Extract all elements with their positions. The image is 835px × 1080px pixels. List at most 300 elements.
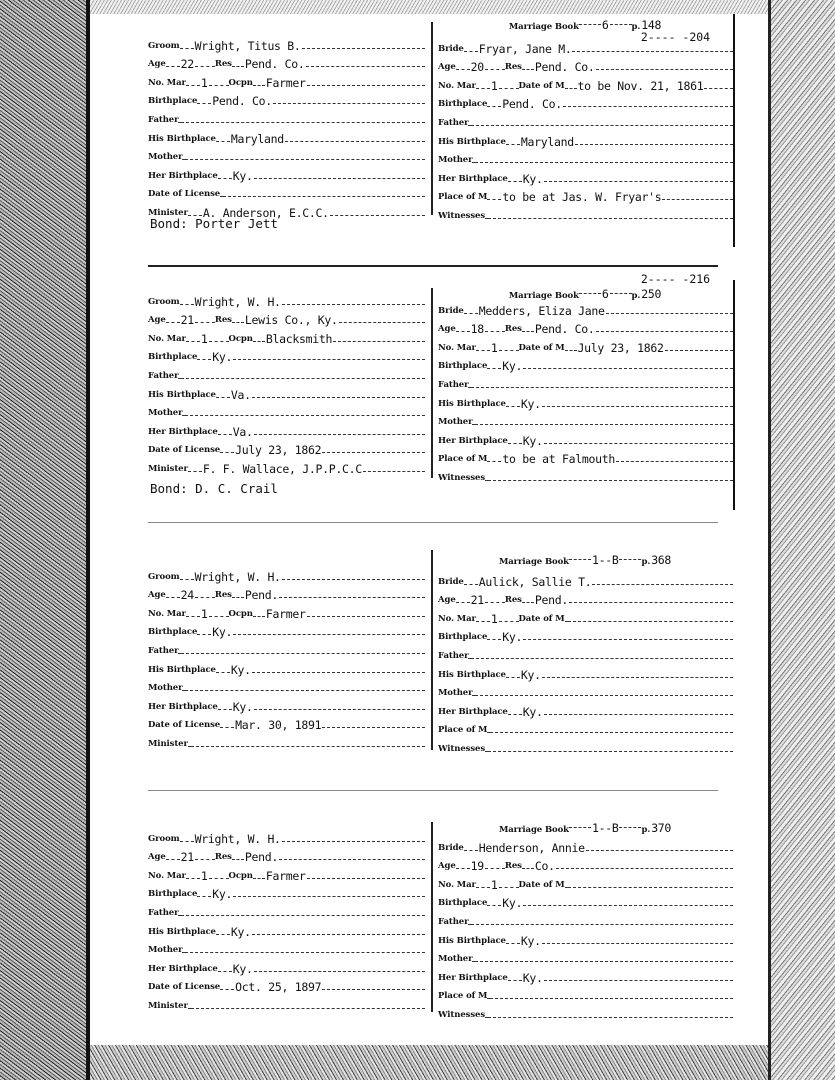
field-label: No. Mar bbox=[438, 342, 476, 353]
groom-row bbox=[148, 34, 425, 53]
dotted-leader bbox=[186, 378, 425, 379]
bride-row bbox=[438, 186, 733, 205]
dotted-leader bbox=[480, 961, 733, 962]
dotted-leader bbox=[485, 602, 505, 603]
dotted-leader bbox=[178, 122, 184, 123]
dotted-leader bbox=[468, 125, 474, 126]
dotted-leader bbox=[190, 415, 425, 416]
groom-field-ocpn bbox=[229, 869, 425, 883]
dotted-leader bbox=[307, 878, 425, 879]
field-value: 21 bbox=[180, 850, 194, 865]
dotted-leader bbox=[254, 971, 425, 972]
bride-field-bride bbox=[438, 841, 733, 855]
bride-field-place-of-m bbox=[438, 190, 733, 204]
groom-row bbox=[148, 309, 425, 328]
field-label: Res bbox=[214, 315, 232, 326]
dotted-leader bbox=[523, 639, 733, 640]
groom-row bbox=[148, 732, 425, 751]
field-value: Ky. bbox=[520, 933, 541, 948]
field-label: Birthplace bbox=[148, 96, 198, 107]
groom-row bbox=[148, 364, 425, 383]
dotted-leader bbox=[495, 998, 733, 999]
column-divider bbox=[431, 550, 433, 750]
field-value: Pend. Co. bbox=[212, 94, 272, 109]
record-separator bbox=[148, 790, 718, 791]
groom-row bbox=[148, 658, 425, 677]
field-value: Wright, Titus B. bbox=[194, 38, 301, 53]
field-value: Mar. 30, 1891 bbox=[235, 718, 322, 733]
field-label: No. Mar bbox=[438, 80, 476, 91]
field-label: His Birthplace bbox=[148, 664, 216, 675]
field-value: 20 bbox=[470, 60, 484, 75]
dotted-leader bbox=[252, 397, 425, 398]
groom-row bbox=[148, 164, 425, 183]
dotted-leader bbox=[195, 859, 215, 860]
dotted-leader bbox=[665, 350, 733, 351]
dotted-leader bbox=[339, 322, 425, 323]
dotted-leader bbox=[476, 387, 733, 388]
groom-row bbox=[148, 346, 425, 365]
bride-row bbox=[438, 719, 733, 738]
groom-field-minister bbox=[148, 1001, 425, 1013]
dotted-leader bbox=[606, 313, 733, 314]
dotted-leader bbox=[252, 934, 425, 935]
bride-field-date-of-m bbox=[519, 341, 733, 355]
dotted-leader bbox=[610, 293, 632, 294]
dotted-leader bbox=[166, 322, 180, 323]
groom-field-groom bbox=[148, 295, 425, 309]
groom-field-mother bbox=[148, 408, 425, 420]
groom-field-age bbox=[148, 57, 215, 71]
dotted-leader bbox=[485, 751, 491, 752]
field-label: Witnesses bbox=[438, 1009, 486, 1020]
bride-field-no-mar bbox=[438, 79, 519, 93]
dotted-leader bbox=[180, 304, 194, 305]
bride-field-res bbox=[505, 859, 733, 873]
groom-field-minister bbox=[148, 739, 425, 751]
dotted-leader bbox=[542, 406, 733, 407]
field-label: Birthplace bbox=[148, 889, 198, 900]
field-value: Ky. bbox=[522, 970, 543, 985]
field-label: No. Mar bbox=[148, 77, 186, 88]
field-label: Date of M bbox=[518, 879, 565, 890]
bride-row bbox=[438, 37, 733, 56]
groom-field-birthplace bbox=[148, 625, 425, 639]
groom-row bbox=[148, 864, 425, 883]
groom-field-his-birthplace bbox=[148, 925, 425, 939]
field-value: July 23, 1862 bbox=[577, 340, 664, 355]
dotted-leader bbox=[499, 887, 519, 888]
dotted-leader bbox=[573, 621, 734, 622]
dotted-leader bbox=[522, 602, 534, 603]
groom-field-date-of-license bbox=[148, 443, 425, 457]
groom-row bbox=[148, 127, 425, 146]
field-label: Bride bbox=[438, 305, 464, 316]
dotted-leader bbox=[196, 1008, 425, 1009]
bride-row bbox=[438, 56, 733, 75]
scan-border-bottom bbox=[90, 1045, 768, 1080]
dotted-leader bbox=[508, 714, 522, 715]
dotted-leader bbox=[186, 878, 200, 879]
bride-row bbox=[438, 626, 733, 645]
dotted-leader bbox=[253, 616, 265, 617]
dotted-leader bbox=[476, 887, 490, 888]
groom-field-groom bbox=[148, 832, 425, 846]
field-value: Oct. 25, 1897 bbox=[235, 980, 322, 995]
bride-field-his-birthplace bbox=[438, 397, 733, 411]
card-edge bbox=[733, 14, 735, 247]
field-value: Ky. bbox=[502, 896, 523, 911]
bride-row bbox=[438, 1003, 733, 1022]
dotted-leader bbox=[282, 579, 425, 580]
dotted-leader bbox=[499, 350, 519, 351]
field-label: His Birthplace bbox=[438, 136, 506, 147]
groom-row bbox=[148, 584, 425, 603]
dotted-leader bbox=[468, 924, 474, 925]
dotted-leader bbox=[220, 196, 226, 197]
groom-field-date-of-license bbox=[148, 189, 425, 201]
dotted-leader bbox=[180, 841, 194, 842]
field-label: Age bbox=[148, 315, 166, 326]
field-label: Her Birthplace bbox=[148, 963, 218, 974]
field-label: Place of M bbox=[438, 725, 488, 736]
dotted-leader bbox=[508, 443, 522, 444]
bride-row bbox=[438, 167, 733, 186]
field-value: Blacksmith bbox=[265, 331, 333, 346]
bride-field-birthplace bbox=[438, 630, 733, 644]
field-label: Mother bbox=[148, 945, 183, 956]
field-value: 19 bbox=[470, 859, 484, 874]
field-label: His Birthplace bbox=[438, 398, 506, 409]
groom-row bbox=[148, 146, 425, 165]
dotted-leader bbox=[456, 602, 470, 603]
bride-field-father bbox=[438, 380, 733, 392]
dotted-leader bbox=[476, 621, 490, 622]
bride-field-bride bbox=[438, 575, 733, 589]
bride-row bbox=[438, 682, 733, 701]
marriage-book-value: 6 bbox=[601, 18, 609, 32]
field-value: Wright, W. H. bbox=[194, 294, 281, 309]
field-label: Age bbox=[438, 62, 456, 73]
dotted-leader bbox=[569, 602, 733, 603]
dotted-leader bbox=[544, 181, 733, 182]
field-label: Date of M bbox=[518, 80, 565, 91]
bride-field-witnesses bbox=[438, 473, 733, 485]
marriage-book-reference bbox=[438, 549, 733, 568]
bride-field-no-mar bbox=[438, 612, 519, 626]
marriage-book-value: 1--B bbox=[591, 821, 619, 835]
dotted-leader bbox=[508, 980, 522, 981]
marriage-book-label: Marriage Book bbox=[508, 291, 579, 301]
field-label: Groom bbox=[148, 833, 180, 844]
groom-field-groom bbox=[148, 39, 425, 53]
groom-row bbox=[148, 827, 425, 846]
field-label: Bride bbox=[438, 43, 464, 54]
field-label: No. Mar bbox=[148, 608, 186, 619]
field-label: Her Birthplace bbox=[438, 706, 508, 717]
dotted-leader bbox=[216, 934, 230, 935]
dotted-leader bbox=[233, 634, 425, 635]
dotted-leader bbox=[662, 199, 733, 200]
dotted-leader bbox=[542, 943, 733, 944]
field-value: 22 bbox=[180, 57, 194, 72]
dotted-leader bbox=[523, 905, 733, 906]
bride-field-his-birthplace bbox=[438, 934, 733, 948]
field-value: Ky. bbox=[232, 961, 253, 976]
bride-field-age bbox=[438, 859, 505, 873]
field-label: Mother bbox=[148, 408, 183, 419]
groom-column bbox=[148, 827, 425, 1013]
record-separator bbox=[148, 522, 718, 523]
dotted-leader bbox=[575, 144, 733, 145]
groom-field-father bbox=[148, 115, 425, 127]
field-label: Bride bbox=[438, 842, 464, 853]
dotted-leader bbox=[480, 695, 733, 696]
dotted-leader bbox=[195, 597, 215, 598]
bride-row bbox=[438, 644, 733, 663]
field-value: Wright, W. H. bbox=[194, 569, 281, 584]
groom-field-father bbox=[148, 646, 425, 658]
bride-row bbox=[438, 355, 733, 374]
dotted-leader bbox=[216, 397, 230, 398]
groom-row bbox=[148, 920, 425, 939]
field-label: Res bbox=[214, 59, 232, 70]
bride-row bbox=[438, 149, 733, 168]
field-value: Ky. bbox=[520, 396, 541, 411]
field-label: Minister bbox=[148, 463, 188, 474]
dotted-leader bbox=[476, 924, 733, 925]
field-label: Father bbox=[438, 916, 469, 927]
dotted-leader bbox=[322, 989, 425, 990]
dotted-leader bbox=[544, 980, 733, 981]
dotted-leader bbox=[232, 66, 244, 67]
dotted-leader bbox=[220, 727, 234, 728]
field-value: Farmer bbox=[265, 606, 306, 621]
groom-row bbox=[148, 383, 425, 402]
dotted-leader bbox=[565, 350, 577, 351]
dotted-leader bbox=[282, 841, 425, 842]
dotted-leader bbox=[233, 359, 425, 360]
dotted-leader bbox=[464, 313, 478, 314]
field-label: No. Mar bbox=[148, 333, 186, 344]
bride-field-her-birthplace bbox=[438, 971, 733, 985]
dotted-leader bbox=[279, 859, 425, 860]
dotted-leader bbox=[544, 714, 733, 715]
groom-field-res bbox=[215, 57, 425, 71]
dotted-leader bbox=[579, 24, 601, 25]
field-label: Place of M bbox=[438, 192, 488, 203]
dotted-leader bbox=[464, 51, 478, 52]
field-label: Age bbox=[148, 852, 166, 863]
groom-field-her-birthplace bbox=[148, 962, 425, 976]
bride-row bbox=[438, 318, 733, 337]
field-value: Pend. Co. bbox=[244, 57, 305, 72]
dotted-leader bbox=[487, 199, 501, 200]
dotted-leader bbox=[180, 48, 194, 49]
groom-field-birthplace bbox=[148, 887, 425, 901]
groom-row bbox=[148, 901, 425, 920]
bride-field-mother bbox=[438, 954, 733, 966]
groom-row bbox=[148, 939, 425, 958]
dotted-leader bbox=[273, 103, 425, 104]
dotted-leader bbox=[363, 471, 425, 472]
groom-column bbox=[148, 34, 425, 220]
bride-field-no-mar bbox=[438, 878, 519, 892]
bride-field-date-of-m bbox=[519, 79, 733, 93]
dotted-leader bbox=[252, 672, 425, 673]
dotted-leader bbox=[480, 162, 733, 163]
bride-field-his-birthplace bbox=[438, 668, 733, 682]
field-value: 18 bbox=[470, 322, 484, 337]
field-value: Ky. bbox=[230, 924, 251, 939]
dotted-leader bbox=[188, 471, 202, 472]
field-label: His Birthplace bbox=[438, 935, 506, 946]
field-value: Wright, W. H. bbox=[194, 831, 281, 846]
dotted-leader bbox=[493, 751, 733, 752]
field-label: Ocpn bbox=[228, 77, 253, 88]
dotted-leader bbox=[495, 732, 733, 733]
dotted-leader bbox=[569, 827, 591, 828]
dotted-leader bbox=[218, 709, 232, 710]
bride-field-date-of-m bbox=[519, 614, 733, 626]
dotted-leader bbox=[569, 559, 591, 560]
dotted-leader bbox=[182, 415, 188, 416]
field-label: Witnesses bbox=[438, 743, 486, 754]
dotted-leader bbox=[476, 350, 490, 351]
field-label: His Birthplace bbox=[148, 926, 216, 937]
dotted-leader bbox=[195, 66, 215, 67]
dotted-leader bbox=[596, 69, 734, 70]
bride-row bbox=[438, 429, 733, 448]
dotted-leader bbox=[253, 85, 265, 86]
dotted-leader bbox=[190, 952, 425, 953]
dotted-leader bbox=[186, 616, 200, 617]
dotted-leader bbox=[186, 122, 425, 123]
field-label: Father bbox=[148, 114, 179, 125]
marriage-book-value: 6 bbox=[601, 287, 609, 301]
column-divider bbox=[431, 822, 433, 1012]
dotted-leader bbox=[196, 746, 425, 747]
dotted-leader bbox=[232, 859, 244, 860]
dotted-leader bbox=[487, 998, 493, 999]
groom-field-his-birthplace bbox=[148, 132, 425, 146]
dotted-leader bbox=[254, 178, 425, 179]
dotted-leader bbox=[523, 368, 733, 369]
groom-field-res bbox=[215, 313, 425, 327]
column-divider bbox=[431, 22, 433, 215]
bride-row bbox=[438, 130, 733, 149]
bride-field-res bbox=[505, 60, 733, 74]
dotted-leader bbox=[166, 66, 180, 67]
groom-row bbox=[148, 695, 425, 714]
field-label: Her Birthplace bbox=[438, 972, 508, 983]
dotted-leader bbox=[209, 341, 229, 342]
bride-field-father bbox=[438, 651, 733, 663]
dotted-leader bbox=[232, 322, 244, 323]
field-label: Minister bbox=[148, 1000, 188, 1011]
field-label: Birthplace bbox=[148, 627, 198, 638]
field-value: Pend. Co. bbox=[534, 60, 595, 75]
dotted-leader bbox=[596, 331, 734, 332]
volume-page-note: 2---- -204 bbox=[640, 30, 711, 44]
groom-field-her-birthplace bbox=[148, 425, 425, 439]
field-label: His Birthplace bbox=[148, 389, 216, 400]
dotted-leader bbox=[197, 896, 211, 897]
scan-border-left bbox=[0, 0, 90, 1080]
groom-field-age bbox=[148, 850, 215, 864]
dotted-leader bbox=[476, 658, 733, 659]
field-label: Date of License bbox=[148, 189, 221, 200]
bride-row bbox=[438, 966, 733, 985]
field-value: 21 bbox=[180, 313, 194, 328]
field-label: Age bbox=[438, 595, 456, 606]
bride-row bbox=[438, 607, 733, 626]
page-label: p. bbox=[641, 557, 651, 567]
dotted-leader bbox=[464, 584, 478, 585]
field-value: 1 bbox=[490, 78, 498, 93]
dotted-leader bbox=[180, 579, 194, 580]
field-value: Medders, Eliza Jane bbox=[478, 303, 605, 318]
field-value: 1 bbox=[200, 331, 208, 346]
dotted-leader bbox=[487, 368, 501, 369]
field-label: Place of M bbox=[438, 454, 488, 465]
dotted-leader bbox=[508, 181, 522, 182]
dotted-leader bbox=[493, 218, 733, 219]
dotted-leader bbox=[307, 616, 425, 617]
dotted-leader bbox=[487, 461, 501, 462]
dotted-leader bbox=[186, 341, 200, 342]
field-label: Birthplace bbox=[438, 361, 488, 372]
groom-field-no-mar bbox=[148, 332, 229, 346]
dotted-leader bbox=[253, 341, 265, 342]
groom-row bbox=[148, 290, 425, 309]
field-label: Birthplace bbox=[438, 898, 488, 909]
field-value: Va. bbox=[230, 387, 251, 402]
field-label: Place of M bbox=[438, 991, 488, 1002]
dotted-leader bbox=[468, 387, 474, 388]
groom-field-birthplace bbox=[148, 94, 425, 108]
field-value: Pend. bbox=[244, 588, 278, 603]
field-value: Aulick, Sallie T. bbox=[478, 574, 592, 589]
dotted-leader bbox=[209, 85, 229, 86]
scan-border-right bbox=[768, 0, 835, 1080]
dotted-leader bbox=[166, 859, 180, 860]
field-label: Age bbox=[148, 59, 166, 70]
dotted-leader bbox=[476, 125, 733, 126]
dotted-leader bbox=[182, 690, 188, 691]
dotted-leader bbox=[253, 878, 265, 879]
groom-field-minister bbox=[148, 462, 425, 476]
dotted-leader bbox=[190, 690, 425, 691]
groom-row bbox=[148, 457, 425, 476]
dotted-leader bbox=[282, 304, 425, 305]
dotted-leader bbox=[302, 48, 425, 49]
dotted-leader bbox=[565, 88, 577, 89]
field-value: Ky. bbox=[212, 887, 233, 902]
groom-row bbox=[148, 71, 425, 90]
dotted-leader bbox=[572, 51, 733, 52]
field-value: to be at Jas. W. Fryar's bbox=[502, 190, 662, 205]
dotted-leader bbox=[487, 905, 501, 906]
field-label: Groom bbox=[148, 40, 180, 51]
groom-field-father bbox=[148, 908, 425, 920]
dotted-leader bbox=[522, 868, 534, 869]
field-label: Her Birthplace bbox=[148, 170, 218, 181]
groom-row bbox=[148, 439, 425, 458]
dotted-leader bbox=[506, 677, 520, 678]
field-value: Ky. bbox=[522, 433, 543, 448]
field-value: Farmer bbox=[265, 75, 306, 90]
